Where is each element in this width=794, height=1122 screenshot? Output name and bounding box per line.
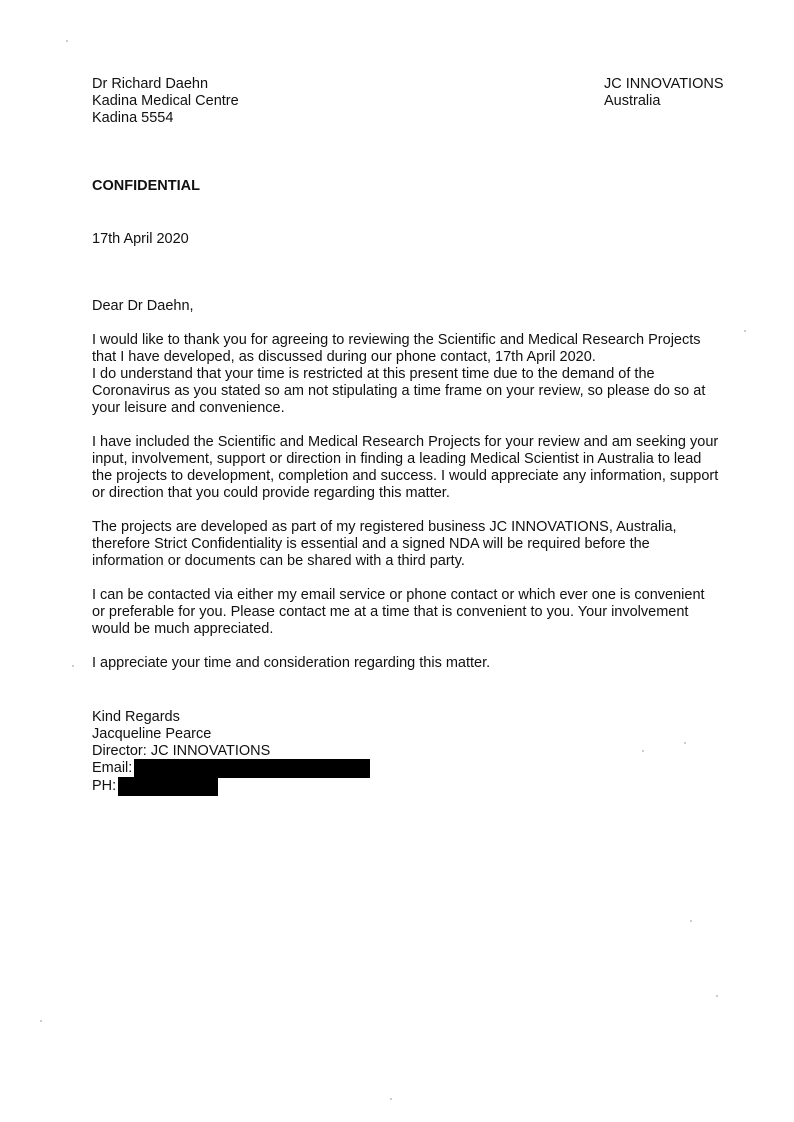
paragraph-line: that I have developed, as discussed during our phone contact, 17th April 2020. [92,349,596,365]
paragraph-line: I can be contacted via either my email service or phone contact or which ever one is convenient [92,587,705,603]
paragraph-2 [92,434,742,502]
paragraph-line: therefore Strict Confidentiality is essential and a signed NDA will be required before the [92,536,650,552]
paragraph-line: I would like to thank you for agreeing to reviewing the Scientific and Medical Research Projects [92,332,701,348]
sender-company: JC INNOVATIONS [604,76,724,92]
letter-body [92,298,742,689]
sender-country: Australia [604,93,661,109]
scan-speck [744,330,746,332]
greeting: Dear Dr Daehn, [92,298,194,314]
paragraph-line: input, involvement, support or direction in finding a leading Medical Scientist in Australia to lead [92,451,702,467]
letter-date: 17th April 2020 [92,231,189,247]
scan-speck [684,742,686,744]
paragraph-line: The projects are developed as part of my registered business JC INNOVATIONS, Australia, [92,519,677,535]
paragraph-line: I have included the Scientific and Medical Research Projects for your review and am seeking your [92,434,719,450]
recipient-organization: Kadina Medical Centre [92,93,239,109]
paragraph-line: Coronavirus as you stated so am not stipulating a time frame on your review, so please do so at [92,383,706,399]
phone-redaction [118,777,218,796]
paragraph-line: I do understand that your time is restricted at this present time due to the demand of the [92,366,655,382]
paragraph-4 [92,587,742,638]
scan-speck [40,1020,42,1022]
paragraph-line: would be much appreciated. [92,621,274,637]
paragraph-line: I appreciate your time and consideration regarding this matter. [92,655,491,671]
scan-speck [642,750,644,752]
paragraph-line: information or documents can be shared with a third party. [92,553,465,569]
recipient-address [92,76,239,127]
scan-speck [716,995,718,997]
recipient-location: Kadina 5554 [92,110,174,126]
paragraph-line: or direction that you could provide regarding this matter. [92,485,450,501]
closing: Kind Regards [92,709,180,725]
paragraph-line: your leisure and convenience. [92,400,285,416]
paragraph-5 [92,655,742,672]
phone-label: PH: [92,778,117,794]
signature-block [92,709,370,796]
paragraph-line: the projects to development, completion and success. I would appreciate any information, support [92,468,719,484]
paragraph-line: or preferable for you. Please contact me at a time that is convenient to you. Your involvement [92,604,689,620]
signer-title: Director: JC INNOVATIONS [92,743,271,759]
signer-name: Jacqueline Pearce [92,726,212,742]
paragraph-1 [92,332,742,417]
scan-speck [72,665,74,667]
scan-speck [390,1098,392,1100]
paragraph-3 [92,519,742,570]
email-line [92,760,370,778]
confidential-heading: CONFIDENTIAL [92,178,200,194]
email-redaction [134,759,370,778]
sender-address [604,76,724,110]
scan-speck [66,40,68,42]
email-label: Email: [92,760,133,776]
recipient-name: Dr Richard Daehn [92,76,209,92]
scan-speck [690,920,692,922]
phone-line [92,778,370,796]
